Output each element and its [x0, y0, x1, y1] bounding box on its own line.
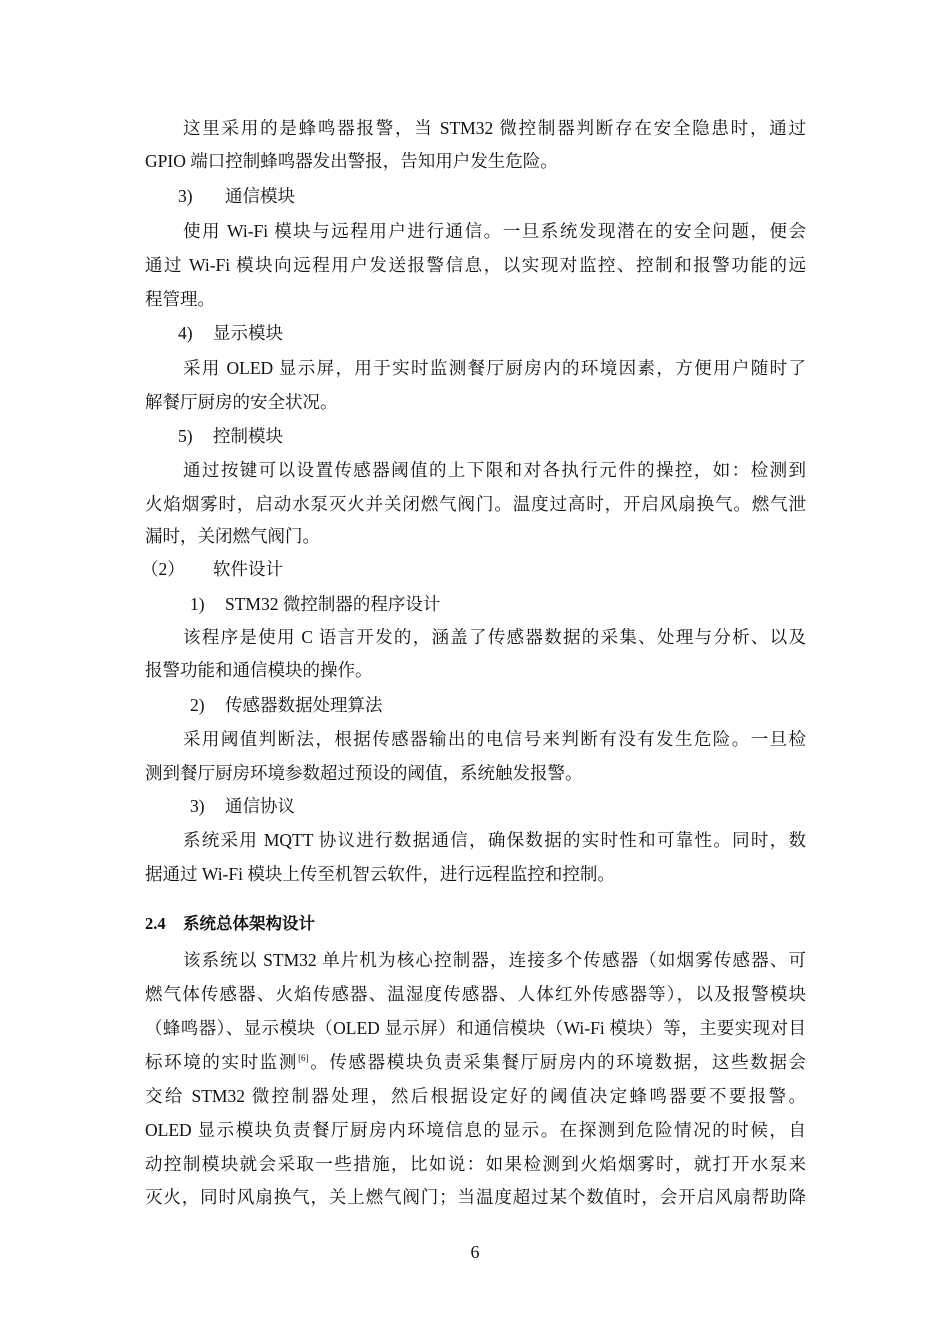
item-number: （2） [141, 559, 185, 579]
list-item-heading [145, 789, 806, 823]
paragraph-line [145, 1113, 806, 1147]
item-title: STM32 微控制器的程序设计 [225, 594, 441, 614]
item-title: 通信协议 [225, 796, 295, 816]
line-text: 漏时，关闭燃气阀门。 [145, 526, 320, 546]
line-text: 采用阈值判断法，根据传感器输出的电信号来判断有没有发生危险。一旦检 [183, 729, 806, 749]
line-text: 灭火，同时风扇换气，关上燃气阀门；当温度超过某个数值时，会开启风扇帮助降 [145, 1187, 806, 1207]
list-item-heading [145, 179, 806, 213]
line-text: 据通过 Wi-Fi 模块上传至机智云软件，进行远程监控和控制。 [145, 864, 615, 884]
paragraph-line [145, 977, 806, 1011]
line-text: 。传感器模块负责采集餐厅厨房内的环境数据，这些数据会 [308, 1052, 807, 1072]
paragraph-line [145, 1180, 806, 1214]
paragraph-line [145, 214, 806, 248]
list-item-heading [145, 587, 806, 621]
line-text: 使用 Wi-Fi 模块与远程用户进行通信。一旦系统发现潜在的安全问题，便会 [183, 221, 806, 241]
item-title: 系统总体架构设计 [183, 914, 315, 933]
list-item-heading [145, 688, 806, 722]
paragraph-line [145, 385, 806, 419]
list-item-heading [141, 552, 806, 586]
paragraph-line [145, 453, 806, 487]
paragraph-line [145, 857, 806, 891]
line-text: 这里采用的是蜂鸣器报警，当 STM32 微控制器判断存在安全隐患时，通过 [183, 118, 806, 138]
section-heading [145, 907, 806, 941]
paragraph-line [145, 653, 806, 687]
item-number: 2) [190, 695, 205, 715]
paragraph-line [145, 487, 806, 521]
line-text: 测到餐厅厨房环境参数超过预设的阈值，系统触发报警。 [145, 763, 583, 783]
paragraph-line [145, 248, 806, 282]
line-text: （蜂鸣器）、显示模块（OLED 显示屏）和通信模块（Wi-Fi 模块）等，主要实现对目 [145, 1018, 806, 1038]
line-text: 系统采用 MQTT 协议进行数据通信，确保数据的实时性和可靠性。同时，数 [183, 830, 806, 850]
item-number: 3) [178, 186, 193, 206]
line-text: 该系统以 STM32 单片机为核心控制器，连接多个传感器（如烟雾传感器、可 [183, 950, 806, 970]
line-text: GPIO 端口控制蜂鸣器发出警报，告知用户发生危险。 [145, 151, 558, 171]
line-text: OLED 显示模块负责餐厅厨房内环境信息的显示。在探测到危险情况的时候，自 [145, 1120, 806, 1140]
item-number: 3) [190, 796, 205, 816]
paragraph-line [145, 943, 806, 977]
line-text: 交给 STM32 微控制器处理，然后根据设定好的阈值决定蜂鸣器要不要报警。 [145, 1086, 806, 1106]
line-text: 火焰烟雾时，启动水泵灭火并关闭燃气阀门。温度过高时，开启风扇换气。燃气泄 [145, 494, 806, 514]
paragraph-line [145, 756, 806, 790]
item-title: 软件设计 [213, 559, 283, 579]
line-text: 报警功能和通信模块的操作。 [145, 660, 373, 680]
line-text: 该程序是使用 C 语言开发的，涵盖了传感器数据的采集、处理与分析、以及 [183, 627, 806, 647]
paragraph-line [145, 1011, 806, 1045]
paragraph-line [145, 1147, 806, 1181]
paragraph-line [145, 282, 806, 316]
paragraph-line [145, 351, 806, 385]
paragraph-line [145, 1045, 806, 1079]
paragraph-line [145, 1079, 806, 1113]
paragraph-line [145, 620, 806, 654]
line-text: 燃气体传感器、火焰传感器、温湿度传感器、人体红外传感器等），以及报警模块 [145, 984, 806, 1004]
citation-reference[interactable]: [6] [298, 1053, 309, 1063]
line-text: 标环境的实时监测 [145, 1052, 299, 1072]
paragraph-line [145, 722, 806, 756]
page-number: 6 [470, 1242, 480, 1262]
list-item-heading [145, 419, 806, 453]
line-text: 解餐厅厨房的安全状况。 [145, 392, 338, 412]
list-item-heading [145, 316, 806, 350]
item-number: 5) [178, 426, 193, 446]
item-title: 传感器数据处理算法 [225, 695, 383, 715]
line-text: 通过 Wi-Fi 模块向远程用户发送报警信息，以实现对监控、控制和报警功能的远 [145, 255, 806, 275]
item-title: 显示模块 [213, 323, 283, 343]
line-text: 通过按键可以设置传感器阈值的上下限和对各执行元件的操控，如：检测到 [183, 460, 806, 480]
line-text: 采用 OLED 显示屏，用于实时监测餐厅厨房内的环境因素，方便用户随时了 [183, 358, 806, 378]
paragraph-line [145, 111, 806, 145]
line-text: 动控制模块就会采取一些措施，比如说：如果检测到火焰烟雾时，就打开水泵来 [145, 1154, 806, 1174]
item-title: 控制模块 [213, 426, 283, 446]
paragraph-line [145, 144, 806, 178]
item-number: 2.4 [145, 914, 166, 933]
line-text: 程管理。 [145, 289, 215, 309]
item-number: 4) [178, 323, 193, 343]
item-number: 1) [190, 594, 205, 614]
paragraph-line [145, 823, 806, 857]
paragraph-line [145, 519, 806, 553]
item-title: 通信模块 [225, 186, 295, 206]
